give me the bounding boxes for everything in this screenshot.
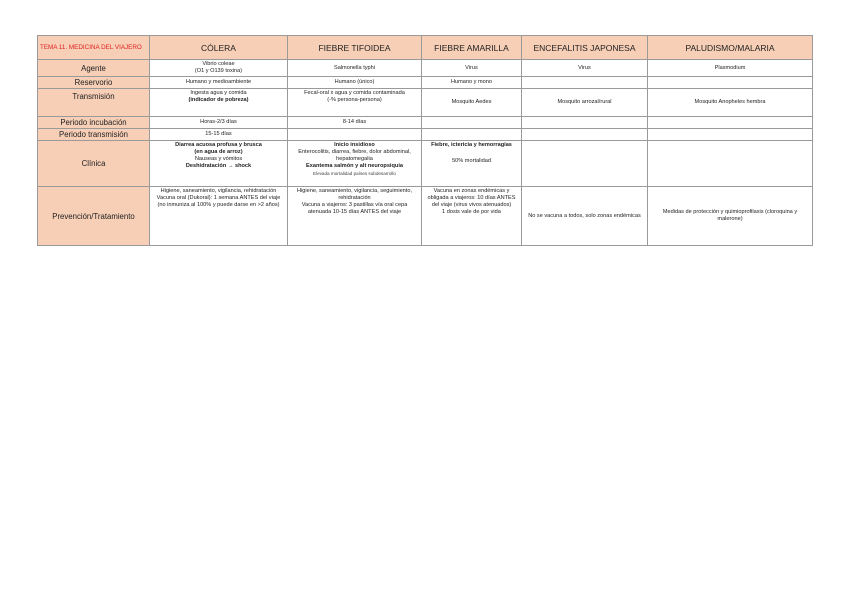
table-row-periodo-transmision <box>38 129 813 141</box>
cell-line: (indicador de pobreza) <box>188 97 249 103</box>
table-cell <box>288 89 422 117</box>
table-row-reservorio <box>38 77 813 89</box>
cell-line: Horas-2/3 días <box>200 119 237 125</box>
header-row <box>38 36 813 60</box>
table-cell <box>648 187 813 246</box>
table-row-prevencion-tratamiento <box>38 187 813 246</box>
row-label-agente: Agente <box>38 60 150 77</box>
cell-line: 15-15 días <box>205 131 232 137</box>
table-cell <box>522 60 648 77</box>
table-cell <box>648 129 813 141</box>
cell-line: Nauseas y vómitos <box>194 156 243 162</box>
cell-line: 1 dosis vale de por vida <box>442 209 501 215</box>
table-cell <box>150 187 288 246</box>
table-cell <box>522 117 648 129</box>
cell-line: Enterocolitis, diarrea, fiebre, dolor abdominal, hepatomegalia <box>298 149 411 162</box>
table-cell <box>150 77 288 89</box>
cell-line: Diarrea acuosa profusa y brusca <box>175 142 262 148</box>
cell-line: (-% persona-persona) <box>327 97 382 103</box>
table-row-periodo-incubacion <box>38 117 813 129</box>
row-label-reservorio: Reservorio <box>38 77 150 89</box>
column-header-fiebre-tifoidea: FIEBRE TIFOIDEA <box>288 36 422 60</box>
table-cell <box>150 129 288 141</box>
table-cell <box>522 141 648 187</box>
table-cell <box>422 141 522 187</box>
table-cell <box>288 141 422 187</box>
row-label-clinica: Clínica <box>38 141 150 187</box>
cell-line: Plasmodium <box>714 64 746 71</box>
cell-line: Vacuna a viajeros: 3 pastillas vía oral cepa atenuada 10-15 días ANTES del viaje <box>301 202 408 215</box>
cell-line: (O1 y O139 toxina) <box>194 68 243 74</box>
cell-line: 50% mortalidad <box>452 158 491 164</box>
row-label-prevencion-tratamiento: Prevención/Tratamiento <box>38 187 150 246</box>
column-header-paludismo-malaria: PALUDISMO/MALARIA <box>648 36 813 60</box>
table-cell <box>422 129 522 141</box>
table-cell <box>422 77 522 89</box>
table-cell <box>522 77 648 89</box>
travel-medicine-table <box>37 35 813 246</box>
table-cell <box>288 129 422 141</box>
cell-line: Mosquito Aedes <box>451 99 492 105</box>
table-cell <box>522 89 648 117</box>
cell-line: Fecal-oral x agua y comida contaminada <box>304 90 405 96</box>
table-cell <box>648 60 813 77</box>
cell-line: (en agua de arroz) <box>194 149 243 155</box>
table-title: TEMA 11. MEDICINA DEL VIAJERO <box>38 36 150 60</box>
cell-line: Mosquito Anopheles hembra <box>694 99 766 105</box>
row-label-periodo-transmision: Periodo transmisión <box>38 129 150 141</box>
cell-line: Humano (único) <box>334 79 375 85</box>
table-cell <box>288 117 422 129</box>
table-row-agente <box>38 60 813 77</box>
table-cell <box>288 77 422 89</box>
cell-line: Inicio insidioso <box>334 142 375 148</box>
table-cell <box>422 187 522 246</box>
row-label-periodo-incubacion: Periodo incubación <box>38 117 150 129</box>
cell-line: Virus <box>578 64 591 71</box>
cell-line: Exantema salmón y alt neuropsiquia <box>306 163 403 169</box>
table-cell <box>150 60 288 77</box>
cell-line: Deshidratación → shock <box>185 163 252 169</box>
table-cell <box>522 187 648 246</box>
cell-line: Vibrio coleae <box>202 61 235 67</box>
table-cell <box>648 77 813 89</box>
column-header-colera: CÓLERA <box>150 36 288 60</box>
cell-line: Ingesta agua y comida <box>190 90 247 96</box>
cell-line: Vacuna oral (Dukoral): 1 semana ANTES del viaje (no inmuniza al 100% y puede darse en >2 años) <box>156 195 281 208</box>
table-cell <box>422 60 522 77</box>
cell-line: 8-14 días <box>342 119 367 125</box>
column-header-encefalitis-japonesa: ENCEFALITIS JAPONESA <box>522 36 648 60</box>
cell-line: Elevada mortalidad países subdesarrollo <box>313 171 396 176</box>
table-cell <box>288 60 422 77</box>
table-cell <box>522 129 648 141</box>
cell-line: Mosquito arrozal/rural <box>557 99 612 105</box>
column-header-fiebre-amarilla: FIEBRE AMARILLA <box>422 36 522 60</box>
table-cell <box>422 89 522 117</box>
table-cell <box>150 117 288 129</box>
table-cell <box>648 89 813 117</box>
table-cell <box>150 89 288 117</box>
table-cell <box>648 117 813 129</box>
cell-line: Higiene, saneamiento, vigilancia, rehidratación <box>160 188 277 194</box>
table-cell <box>422 117 522 129</box>
cell-line: No se vacuna a todos, solo zonas endémicas <box>528 212 641 219</box>
table-row-clinica <box>38 141 813 187</box>
cell-line: Humano y medioambiente <box>185 79 252 85</box>
cell-line: Higiene, saneamiento, vigilancia, seguimiento, rehidratación <box>296 188 413 201</box>
cell-line: Vacuna en zonas endémicas y obligada a viajeros: 10 días ANTES del viaje (virus vivos atenuados) <box>427 188 516 208</box>
cell-line: Salmonella typhi <box>333 64 376 71</box>
row-label-transmision: Transmisión <box>38 89 150 117</box>
cell-line: Humano y mono <box>450 79 493 85</box>
cell-line: Fiebre, ictericia y hemorragias <box>431 142 512 148</box>
cell-line: Medidas de protección y quimioprofilaxis (cloroquina y malerone) <box>662 209 798 222</box>
table-cell <box>150 141 288 187</box>
cell-line: Virus <box>465 64 478 71</box>
table-row-transmision <box>38 89 813 117</box>
table-cell <box>288 187 422 246</box>
table-cell <box>648 141 813 187</box>
